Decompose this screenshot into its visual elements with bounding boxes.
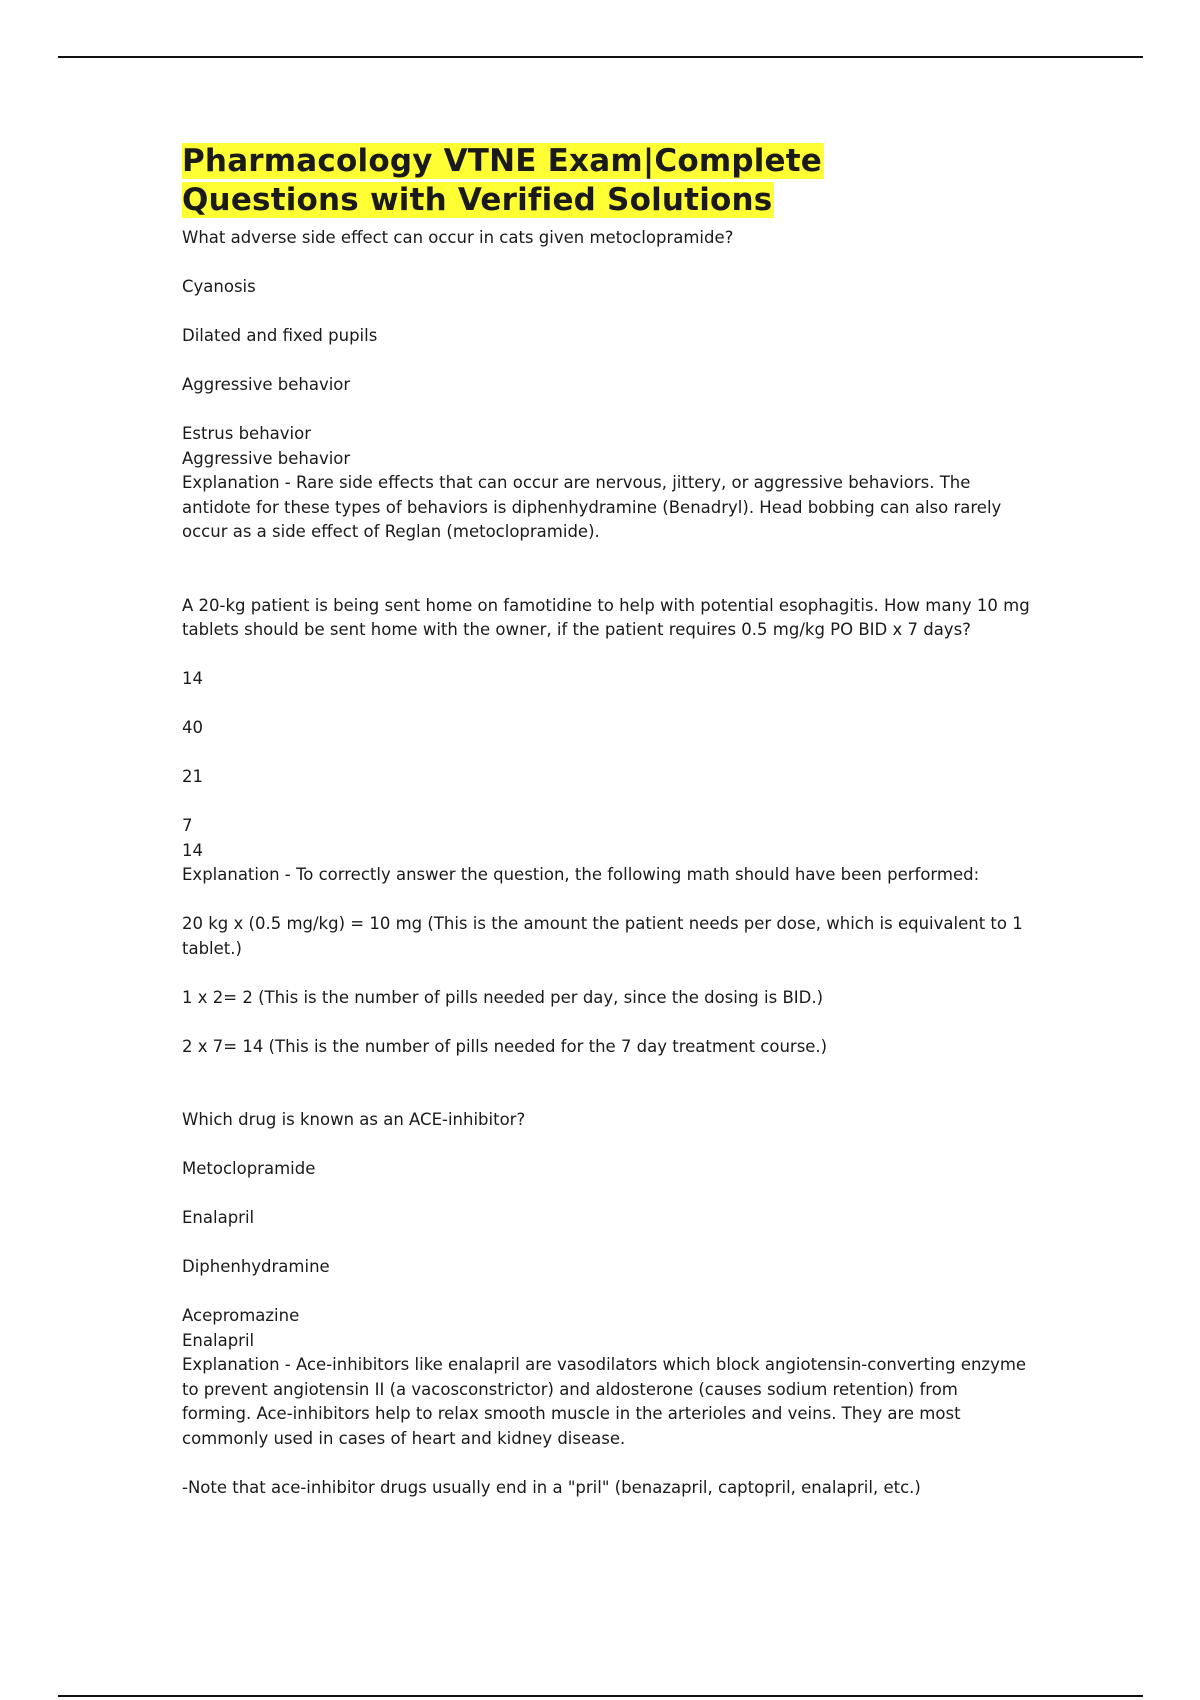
explanation-text: Explanation - Ace-inhibitors like enalapril are vasodilators which block angiotensin-converting enzyme to prevent angiotensin II (a vacosconstrictor) and aldosterone (causes sodium retention) from forming. Ace-inhibitors help to relax smooth muscle in the arterioles and veins. They are most commonly used in cases of heart and kidney disease. — [182, 1355, 1027, 1448]
answer-option: Aggressive behavior — [182, 375, 351, 394]
title-line-1: Pharmacology VTNE Exam|Complete — [182, 143, 823, 179]
answer-option: Metoclopramide — [182, 1159, 316, 1178]
correct-answer: Enalapril — [182, 1330, 255, 1350]
answer-option: Estrus behavior — [182, 424, 311, 443]
question-text: A 20-kg patient is being sent home on famotidine to help with potential esophagitis. How many 10 mg tablets should be sent home with the owner, if the patient requires 0.5 mg/kg PO BID x 7 days? — [182, 595, 1030, 639]
top-rule — [58, 56, 1143, 58]
explanation-text: Explanation - To correctly answer the question, the following math should have been performed: — [182, 865, 980, 884]
question-block-3 — [182, 1108, 1032, 1500]
question-text: Which drug is known as an ACE-inhibitor? — [182, 1110, 526, 1129]
answer-option: Diphenhydramine — [182, 1257, 330, 1276]
document-body — [182, 142, 1032, 1500]
answer-option: Acepromazine — [182, 1306, 300, 1325]
answer-option: 7 — [182, 816, 193, 835]
bottom-rule — [58, 1695, 1143, 1697]
answer-option: Cyanosis — [182, 277, 256, 296]
correct-answer: Aggressive behavior — [182, 448, 351, 468]
answer-option: Enalapril — [182, 1208, 255, 1227]
title-line-2: Questions with Verified Solutions — [182, 182, 773, 218]
answer-option: 40 — [182, 718, 203, 737]
correct-answer: 14 — [182, 840, 203, 860]
explanation-math-step: 1 x 2= 2 (This is the number of pills needed per day, since the dosing is BID.) — [182, 987, 824, 1007]
answer-option: 14 — [182, 669, 203, 688]
explanation-math-step: 2 x 7= 14 (This is the number of pills needed for the 7 day treatment course.) — [182, 1036, 828, 1056]
question-block-2 — [182, 594, 1032, 1060]
explanation-math-step: 20 kg x (0.5 mg/kg) = 10 mg (This is the amount the patient needs per dose, which is equivalent to 1 tablet.) — [182, 914, 1023, 958]
question-block-1 — [182, 226, 1032, 545]
explanation-text: Explanation - Rare side effects that can occur are nervous, jittery, or aggressive behaviors. The antidote for these types of behaviors is diphenhydramine (Benadryl). Head bobbing can also rarely occur as a side effect of Reglan (metoclopramide). — [182, 473, 1002, 541]
question-text: What adverse side effect can occur in cats given metoclopramide? — [182, 228, 734, 247]
explanation-note: -Note that ace-inhibitor drugs usually end in a "pril" (benazapril, captopril, enalapril, etc.) — [182, 1477, 921, 1497]
document-title — [182, 142, 1032, 220]
answer-option: Dilated and fixed pupils — [182, 326, 378, 345]
answer-option: 21 — [182, 767, 203, 786]
